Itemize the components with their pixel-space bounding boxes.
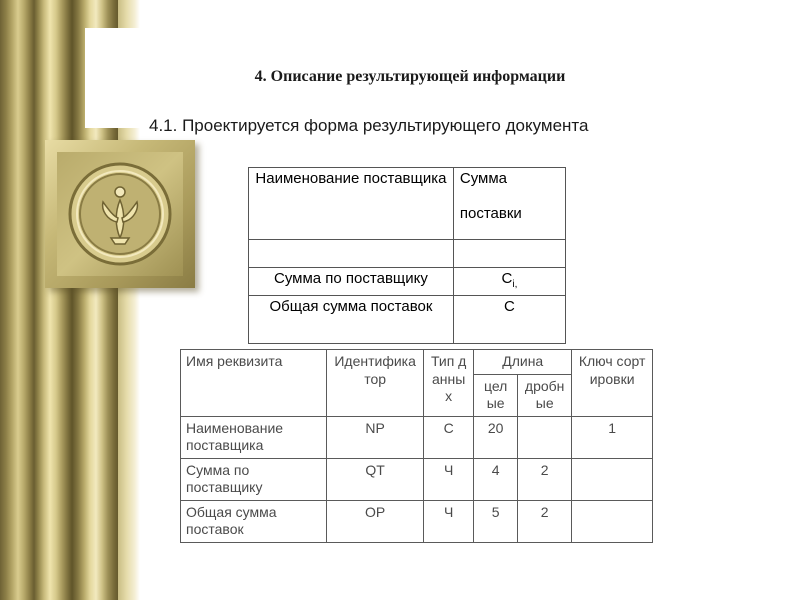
header-length-frac: дробные: [518, 374, 572, 416]
header-sort-key: Ключ сортировки: [572, 350, 653, 417]
cell-frac: 2: [518, 500, 572, 542]
table-row: [249, 268, 566, 296]
header-sum: [453, 168, 565, 240]
slide-subtitle: 4.1. Проектируется форма результирующего документа: [149, 116, 589, 135]
header-type: Тип данных: [424, 350, 474, 417]
table-row: [249, 168, 566, 240]
cell-id: NP: [327, 416, 424, 458]
row-total-value: C: [453, 296, 565, 344]
header-sum-line1: Сумма: [459, 170, 508, 187]
table-header-row: [181, 350, 653, 375]
document-form-table: [248, 167, 566, 344]
decorative-cutout: [85, 28, 140, 128]
value-c: C: [501, 270, 513, 287]
cell-frac: 2: [518, 458, 572, 500]
header-length: Длина: [474, 350, 572, 375]
header-length-int: целые: [474, 374, 518, 416]
cell-name: Наименование поставщика: [181, 416, 327, 458]
cell-key: [572, 500, 653, 542]
row-sum-supplier-value: [453, 268, 565, 296]
cell-id: QT: [327, 458, 424, 500]
cell-type: Ч: [424, 458, 474, 500]
row-sum-supplier-label: Сумма по поставщику: [249, 268, 454, 296]
value-subscript: i,: [512, 279, 518, 290]
header-sum-line2: поставки: [459, 205, 522, 222]
header-supplier: Наименование поставщика: [249, 168, 454, 240]
cell-id: OP: [327, 500, 424, 542]
cell-key: [572, 458, 653, 500]
blank-cell: [453, 240, 565, 268]
table-row: [249, 296, 566, 344]
cell-type: Ч: [424, 500, 474, 542]
cell-key: 1: [572, 416, 653, 458]
requisite-table: [180, 349, 653, 543]
table-row: [181, 416, 653, 458]
header-name: Имя реквизита: [181, 350, 327, 417]
table-row: [181, 458, 653, 500]
cell-int: 5: [474, 500, 518, 542]
cell-name: Сумма по поставщику: [181, 458, 327, 500]
cell-frac: [518, 416, 572, 458]
cell-int: 20: [474, 416, 518, 458]
slide-title: 4. Описание результирующей информации: [254, 68, 566, 85]
cell-name: Общая сумма поставок: [181, 500, 327, 542]
table-row: [249, 240, 566, 268]
cell-type: С: [424, 416, 474, 458]
table-row: [181, 500, 653, 542]
header-id: Идентификатор: [327, 350, 424, 417]
row-total-label: Общая сумма поставок: [249, 296, 454, 344]
cell-int: 4: [474, 458, 518, 500]
emblem-plaque: [45, 140, 195, 288]
blank-cell: [249, 240, 454, 268]
lily-emblem-icon: [45, 140, 195, 288]
